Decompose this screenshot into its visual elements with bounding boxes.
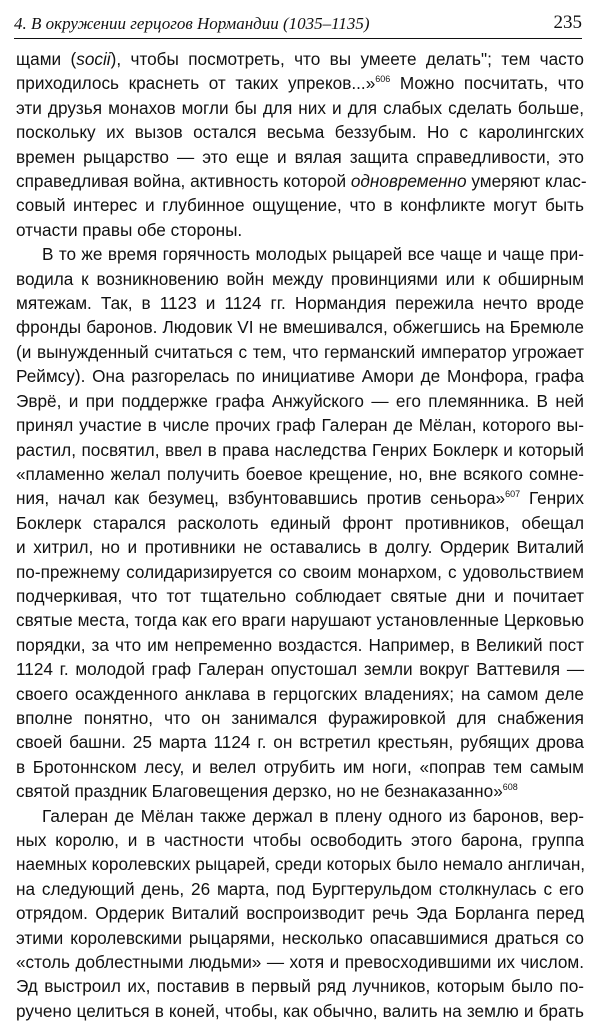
- italic-text: одновременно: [350, 171, 467, 192]
- line-text: этими королевскими рыцарями, несколько опасавшимися драться со: [16, 927, 584, 948]
- line-text: (и вынужденный считаться с тем, что германский император угрожает: [16, 341, 584, 362]
- text-line: [16, 218, 584, 242]
- text-line: [16, 682, 584, 706]
- text-line: [16, 901, 584, 925]
- chapter-title: 4. В окружении герцогов Нормандии (1035–1135): [14, 14, 370, 33]
- line-text: Можно посчитать, что: [390, 73, 584, 94]
- text-line: [16, 730, 584, 754]
- line-text: растил, посвятил, ввел в права наследства Генрих Боклерк и который: [16, 439, 584, 460]
- text-line: [16, 560, 584, 584]
- text-line: [16, 804, 584, 828]
- line-text: святой праздник Благовещения дерзко, но не безнаказанно»: [16, 781, 503, 802]
- text-line: [16, 608, 584, 632]
- text-line: [16, 511, 584, 535]
- line-text: принял участие в числе прочих граф Галеран де Мёлан, которого вы-: [16, 415, 584, 436]
- text-line: [16, 315, 584, 339]
- footnote-ref: 608: [502, 782, 518, 793]
- text-line: [16, 657, 584, 681]
- line-text: ния, начал как безумец, взбунтовавшись против сеньора»: [16, 488, 506, 509]
- text-line: [16, 145, 584, 169]
- line-text: поскольку их вызов остался весьма беззубым. Но с каролингских: [16, 122, 584, 143]
- line-text: времен рыцарство — это еще и вялая защита справедливости, это: [16, 146, 584, 167]
- text-line: [16, 291, 584, 315]
- line-text: ручено целиться в коней, чтобы, как обычно, валить на землю и брать: [16, 1000, 584, 1021]
- line-text: вполне понятно, что он занимался фуражировкой для снабжения: [16, 707, 584, 728]
- paragraph: [16, 242, 584, 803]
- text-line: [16, 462, 584, 486]
- line-text: фронды баронов. Людовик VI не вмешивался, обжегшись на Бремюле: [16, 317, 584, 338]
- line-text: своего осажденного анклава в герцогских владениях; на самом деле: [16, 683, 584, 704]
- text-line: [16, 535, 584, 559]
- paragraph: [16, 47, 587, 242]
- footnote-ref: 607: [505, 489, 521, 500]
- footnote-ref: 606: [375, 74, 391, 85]
- line-text: святые места, тогда как его враги нарушают установленные Церковью: [16, 610, 584, 631]
- text-line: [16, 364, 584, 388]
- page-body: [16, 47, 587, 1023]
- text-line: [16, 193, 584, 217]
- line-text: совый интерес и глубинное ощущение, что в конфликте могут быть: [16, 195, 584, 216]
- line-text: мятежам. Так, в 1123 и 1124 гг. Нормандия пережила нечто вроде: [16, 293, 584, 314]
- line-text: порядки, за что им непременно воздастся. Например, в Великий пост: [16, 634, 584, 655]
- text-line: [16, 267, 584, 291]
- text-line: [16, 340, 584, 364]
- line-text: Эврё, и при поддержке графа Анжуйского — его племянника. В ней: [16, 390, 584, 411]
- text-line: [16, 926, 584, 950]
- line-text: и хитрил, но и противники не оставались в долгу. Ордерик Виталий: [16, 537, 584, 558]
- text-line: [16, 852, 584, 876]
- line-text: щами (: [16, 49, 77, 69]
- italic-text: socii: [76, 49, 111, 69]
- line-text: приходилось краснеть от таких упреков...»: [16, 73, 376, 94]
- text-line: [16, 584, 584, 608]
- line-text: 1124 г. молодой граф Галеран опустошал земли вокруг Ваттевиля —: [16, 659, 584, 680]
- text-line: [16, 706, 584, 730]
- text-line: [16, 96, 584, 120]
- text-line: [16, 169, 587, 193]
- line-text: «пламенно желал получить боевое крещение, но, вне всякого сомне-: [16, 463, 584, 484]
- text-line: [16, 779, 584, 803]
- paragraph: [16, 804, 584, 1023]
- page-number: 235: [553, 12, 582, 33]
- line-text: водила к возникновению войн между провинциями или к обширным: [16, 268, 584, 289]
- line-text: Эд выстроил их, поставив в первый ряд лучников, которым было по-: [16, 976, 584, 997]
- line-text: своей башни. 25 марта 1124 г. он встретил крестьян, рубящих дрова: [16, 732, 584, 753]
- line-text: ), чтобы посмотреть, что вы умеете делать"; тем часто: [110, 49, 584, 69]
- line-text: по-прежнему солидаризируется со своим монархом, с удовольствием: [16, 561, 584, 582]
- line-text: Генрих: [520, 488, 584, 509]
- line-text: отчасти правы обе стороны.: [16, 219, 243, 240]
- text-line: [16, 242, 584, 266]
- line-text: в Бротоннском лесу, и велел отрубить им ноги, «поправ тем самым: [16, 756, 584, 777]
- running-header: [14, 8, 582, 39]
- text-line: [16, 755, 584, 779]
- line-text: умеряют клас-: [466, 171, 587, 192]
- text-line: [16, 877, 584, 901]
- line-text: отрядом. Ордерик Виталий воспроизводит речь Эда Борланга перед: [16, 903, 584, 924]
- line-text: ных королю, и в частности чтобы освободить этого барона, группа: [16, 830, 584, 850]
- line-text: подчеркивая, что тот тщательно соблюдает святые дни и почитает: [16, 585, 584, 606]
- line-text: Галеран де Мёлан также держал в плену одного из баронов, вер-: [42, 805, 584, 826]
- text-line: [16, 120, 584, 144]
- line-text: Боклерк старался расколоть единый фронт противников, обещал: [16, 512, 584, 533]
- line-text: Реймсу). Она разгорелась по инициативе Амори де Монфора, графа: [16, 366, 584, 387]
- line-text: В то же время горячность молодых рыцарей все чаще и чаще при-: [42, 244, 584, 265]
- line-text: «столь доблестными людьми» — хотя и превосходившими их числом.: [16, 952, 584, 973]
- text-line: [16, 47, 584, 71]
- text-line: [16, 633, 584, 657]
- text-line: [16, 413, 584, 437]
- text-line: [16, 999, 584, 1023]
- line-text: эти друзья монахов могли бы для них и для слабых сделать больше,: [16, 97, 584, 118]
- text-line: [16, 71, 584, 95]
- text-line: [16, 974, 584, 998]
- text-line: [16, 828, 584, 852]
- line-text: на следующий день, 26 марта, под Бургтерульдом столкнулась с его: [16, 878, 584, 899]
- line-text: наемных королевских рыцарей, среди которых было немало англичан,: [16, 854, 586, 875]
- text-line: [16, 486, 584, 510]
- text-line: [16, 389, 584, 413]
- line-text: справедливая война, активность которой: [16, 171, 351, 192]
- text-line: [16, 438, 584, 462]
